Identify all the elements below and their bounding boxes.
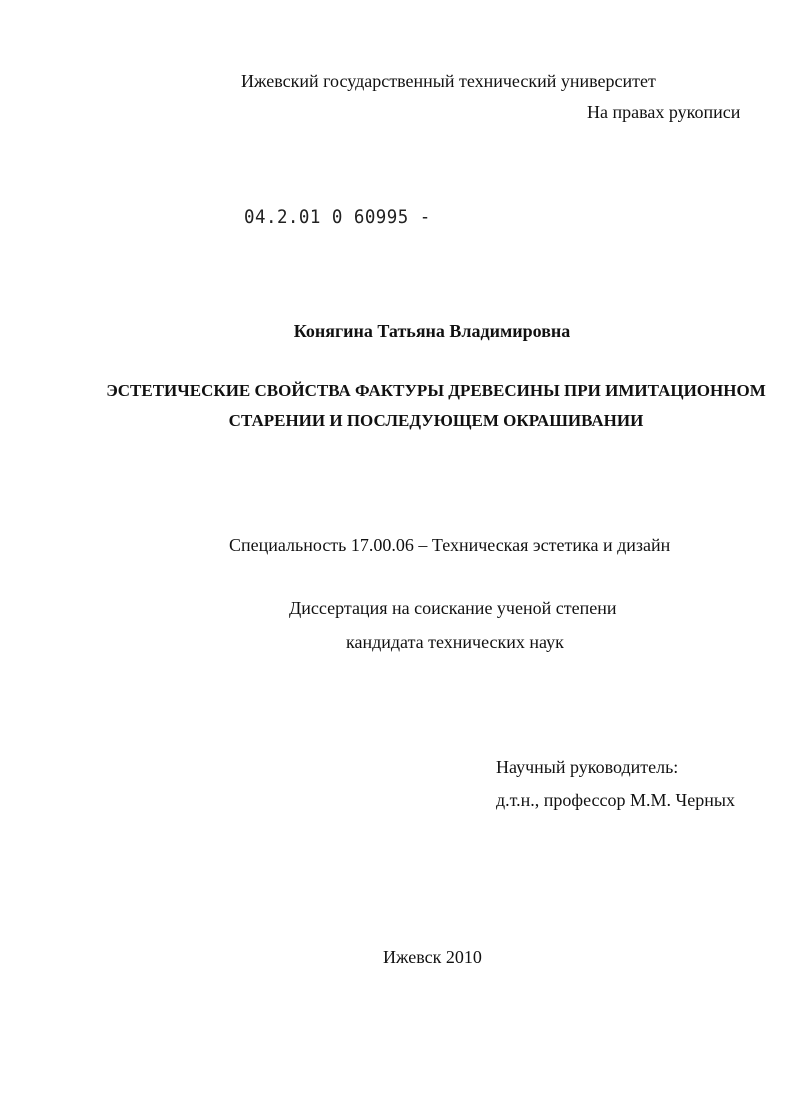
supervisor-name: д.т.н., профессор М.М. Черных: [496, 790, 735, 810]
rights-note: На правах рукописи: [587, 102, 741, 122]
degree-line: Диссертация на соискание ученой степени: [289, 598, 617, 618]
place-year: Ижевск 2010: [383, 947, 482, 967]
degree-line: кандидата технических наук: [346, 632, 564, 652]
supervisor-label: Научный руководитель:: [496, 757, 679, 777]
title-line: ЭСТЕТИЧЕСКИЕ СВОЙСТВА ФАКТУРЫ ДРЕВЕСИНЫ ПРИ ИМИТАЦИОННОМ: [106, 381, 766, 400]
dissertation-title: [0, 380, 798, 440]
author-name: Конягина Татьяна Владимировна: [293, 321, 571, 341]
university-name: Ижевский государственный технический университет: [241, 71, 656, 91]
title-line: СТАРЕНИИ И ПОСЛЕДУЮЩЕМ ОКРАШИВАНИИ: [228, 411, 644, 430]
specialty: Специальность 17.00.06 – Техническая эстетика и дизайн: [229, 535, 671, 555]
registration-stamp: 04.2.01 0 60995 -: [244, 206, 431, 228]
